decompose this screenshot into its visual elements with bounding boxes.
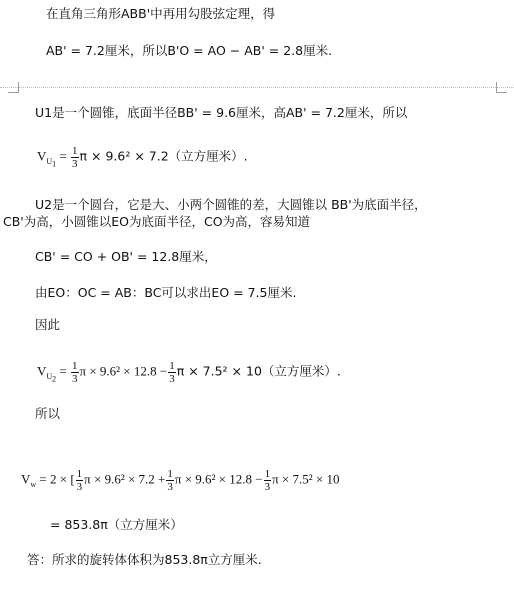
text-line-8: 因此	[35, 317, 61, 332]
text-line-10: 所以	[35, 406, 61, 421]
text-line-5b: CB'为高，小圆锥以EO为底面半径，CO为高，容易知道	[3, 214, 311, 229]
formula-v-w: $V_w = 2$ × [ $\frac{1}{3}$ π × 9.6² × 7.2 + $\frac{1}{3}$ π × 9.6² × 12.8 − $\frac{1}{3}$ π × 7.5² × 10	[21, 468, 340, 493]
formula-v-u2: $V_{U_2}$ = $\frac{1}{3}$ π × 9.6² × 12.8 − $\frac{1}{3}$ π × 7.5² × 10（立方厘米）.	[37, 360, 341, 385]
text-line-1: 在直角三角形ABB'中再用勾股弦定理，得	[46, 6, 276, 21]
fraction-one-third: $\frac{1}{3}$	[76, 468, 83, 493]
text-line-3: U1是一个圆锥，底面半径BB' = 9.6厘米，高AB' = 7.2厘米，所以	[35, 105, 408, 120]
text-line-2: AB' = 7.2厘米，所以B'O = AO − AB' = 2.8厘米.	[46, 43, 333, 58]
text-line-6: CB' = CO + OB' = 12.8厘米，	[35, 249, 217, 264]
page-break-line	[0, 87, 514, 88]
text-line-12: = 853.8π（立方厘米）	[50, 517, 183, 532]
fraction-one-third: $\frac{1}{3}$	[72, 145, 78, 170]
formula-v-u1: $V_{U_1}$ = $\frac{1}{3}$ π × 9.6² × 7.2（立方厘米）.	[37, 145, 248, 170]
formula-sub: U1	[46, 157, 57, 169]
text-line-7: 由EO：OC = AB：BC可以求出EO = 7.5厘米.	[35, 285, 297, 300]
fraction-one-third-3: $\frac{1}{3}$	[264, 468, 271, 493]
answer-line: 答：所求的旋转体体积为853.8π立方厘米.	[27, 552, 262, 567]
text-line-5a: U2是一个圆台，它是大、小两个圆锥的差，大圆锥以 BB'为底面半径，	[35, 197, 427, 212]
fraction-one-third-2: $\frac{1}{3}$	[167, 468, 173, 493]
corner-mark-right	[496, 82, 507, 93]
formula-lhs: V	[37, 148, 47, 164]
corner-mark-left	[8, 82, 19, 93]
fraction-one-third-2: $\frac{1}{3}$	[169, 360, 175, 385]
fraction-one-third: $\frac{1}{3}$	[72, 360, 78, 385]
